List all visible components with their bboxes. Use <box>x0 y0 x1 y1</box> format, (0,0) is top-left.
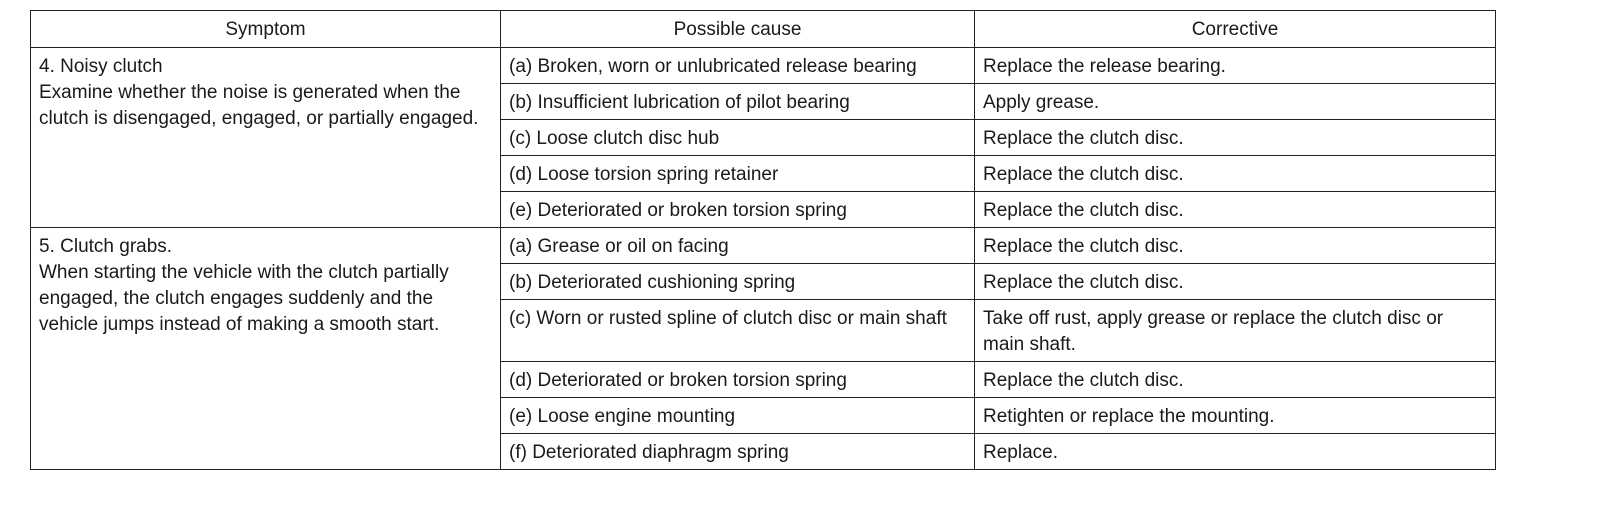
cause-cell: (a) Grease or oil on facing <box>501 228 975 264</box>
corrective-cell: Replace the clutch disc. <box>975 362 1496 398</box>
troubleshooting-table <box>30 10 1496 470</box>
corrective-cell: Replace. <box>975 434 1496 470</box>
header-symptom: Symptom <box>31 11 501 48</box>
cause-cell: (e) Deteriorated or broken torsion spring <box>501 192 975 228</box>
cause-cell: (c) Loose clutch disc hub <box>501 120 975 156</box>
corrective-cell: Replace the release bearing. <box>975 48 1496 84</box>
symptom-cell: 5. Clutch grabs. When starting the vehicle with the clutch partially engaged, the clutch engages suddenly and the vehicle jumps instead of making a smooth start. <box>31 228 501 470</box>
corrective-cell: Replace the clutch disc. <box>975 156 1496 192</box>
table-header-row <box>31 11 1496 48</box>
corrective-cell: Apply grease. <box>975 84 1496 120</box>
cause-cell: (b) Insufficient lubrication of pilot bearing <box>501 84 975 120</box>
cause-cell: (d) Deteriorated or broken torsion spring <box>501 362 975 398</box>
corrective-cell: Take off rust, apply grease or replace the clutch disc or main shaft. <box>975 300 1496 362</box>
table-row <box>31 48 1496 84</box>
cause-cell: (b) Deteriorated cushioning spring <box>501 264 975 300</box>
cause-cell: (e) Loose engine mounting <box>501 398 975 434</box>
header-corrective: Corrective <box>975 11 1496 48</box>
table-row <box>31 228 1496 264</box>
cause-cell: (c) Worn or rusted spline of clutch disc or main shaft <box>501 300 975 362</box>
troubleshooting-table-container <box>30 10 1495 470</box>
corrective-cell: Retighten or replace the mounting. <box>975 398 1496 434</box>
cause-cell: (a) Broken, worn or unlubricated release bearing <box>501 48 975 84</box>
corrective-cell: Replace the clutch disc. <box>975 120 1496 156</box>
corrective-cell: Replace the clutch disc. <box>975 192 1496 228</box>
corrective-cell: Replace the clutch disc. <box>975 264 1496 300</box>
header-possible-cause: Possible cause <box>501 11 975 48</box>
corrective-cell: Replace the clutch disc. <box>975 228 1496 264</box>
cause-cell: (d) Loose torsion spring retainer <box>501 156 975 192</box>
cause-cell: (f) Deteriorated diaphragm spring <box>501 434 975 470</box>
symptom-cell: 4. Noisy clutch Examine whether the noise is generated when the clutch is disengaged, engaged, or partially engaged. <box>31 48 501 228</box>
